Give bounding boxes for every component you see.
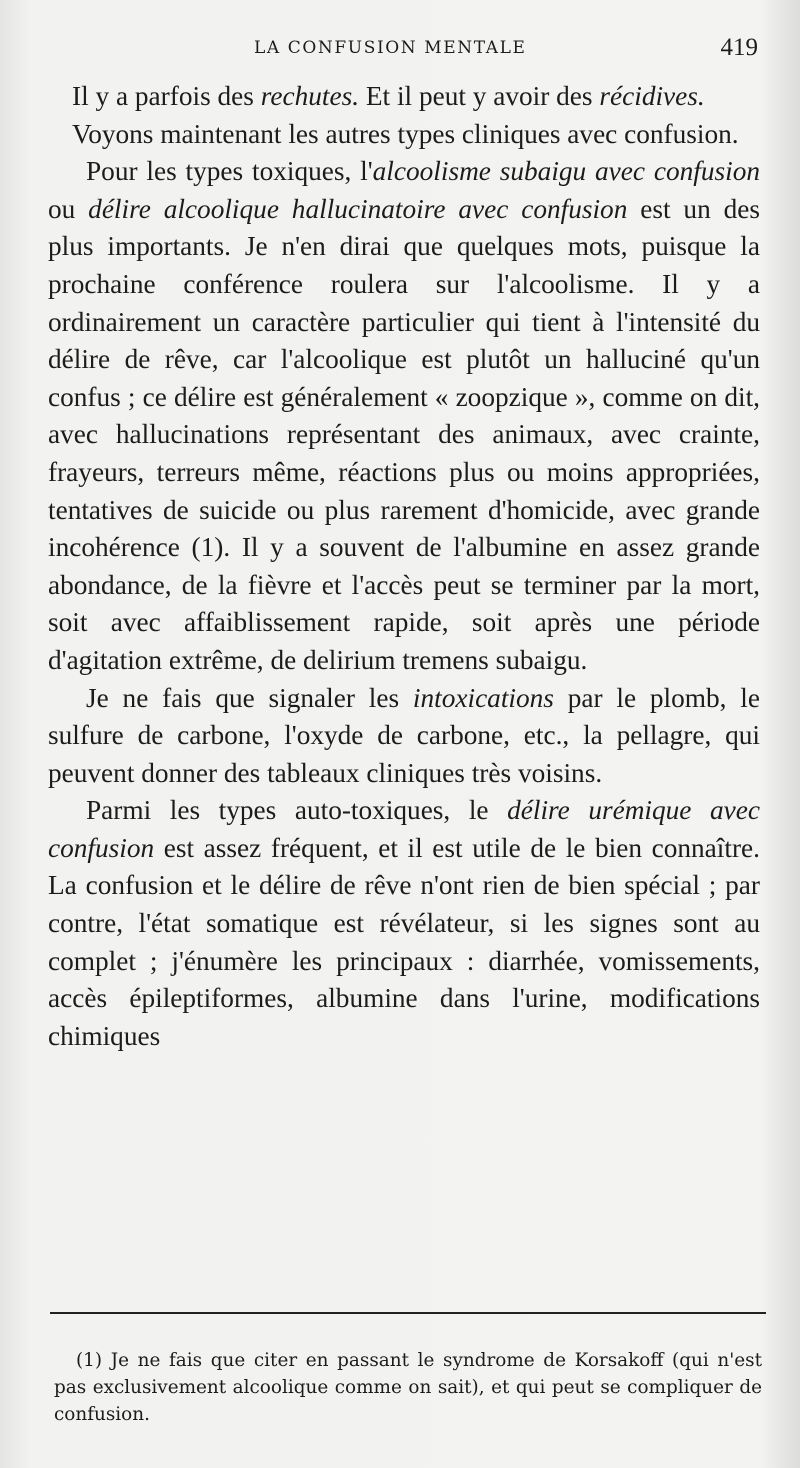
italic-term-alcoolisme: alcoolisme subaigu avec confusion bbox=[372, 156, 760, 187]
italic-term-delire-alcoolique: délire alcoolique hallucinatoire avec confusion bbox=[88, 193, 628, 224]
italic-term-intoxications: intoxications bbox=[412, 682, 554, 713]
paragraph-text: Je ne fais que signaler les bbox=[86, 682, 413, 713]
paragraph-text: Et il peut y avoir des bbox=[359, 81, 600, 111]
paragraph-autres-types bbox=[48, 116, 760, 154]
body-text bbox=[48, 78, 760, 1055]
page-number: 419 bbox=[720, 34, 758, 61]
paragraph-types-toxiques bbox=[48, 153, 760, 679]
paragraph-auto-toxiques bbox=[48, 792, 760, 1055]
paragraph-text: Il y a parfois des bbox=[72, 81, 261, 111]
italic-term-recidives: récidives. bbox=[599, 81, 705, 111]
paragraph-rechutes bbox=[48, 78, 760, 116]
paragraph-text: ou bbox=[48, 193, 89, 224]
paragraph-text: Pour les types toxiques, l' bbox=[86, 156, 373, 187]
italic-term-rechutes: rechutes. bbox=[260, 81, 360, 111]
footnote-text: (1) Je ne fais que citer en passant le syndrome de Korsakoff (qui n'est pas exclusivement alcoolique comme on sait), et qui peut se compliquer de confusion. bbox=[54, 1350, 762, 1425]
footnote-separator bbox=[50, 1312, 766, 1314]
page-header bbox=[48, 34, 758, 64]
footnote bbox=[54, 1347, 762, 1428]
paragraph-text: Voyons maintenant les autres types cliniques avec confusion. bbox=[72, 118, 739, 149]
italic-term-delire-uremique: délire urémique avec confusion bbox=[48, 795, 760, 863]
paragraph-text: est assez fréquent, et il est utile de le bien connaître. La confusion et le délire de rêve n'ont rien de bien spécial ; par contre, l'état somatique est révélateur, si les signes sont au complet ; j'énumère les principaux : diarrhée, vomissements, accès épileptiformes, albumine dans l'urine, modifications chimiques bbox=[48, 832, 760, 1051]
paragraph-text: est un des plus importants. Je n'en dirai que quelques mots, puisque la prochaine conférence roulera sur l'alcoolisme. Il y a ordinairement un caractère particulier qui tient à l'intensité du délire de rêve, car l'alcoolique est plutôt un halluciné qu'un confus ; ce délire est généralement « zoopzique », comme on dit, avec hallucinations représentant des animaux, avec crainte, frayeurs, terreurs même, réactions plus ou moins appropriées, tentatives de suicide ou plus rarement d'homicide, avec grande incohérence (1). Il y a souvent de l'albumine en assez grande abondance, de la fièvre et l'accès peut se terminer par la mort, soit avec affaiblissement rapide, soit après une période d'agitation extrême, de delirium tremens subaigu. bbox=[48, 193, 760, 675]
paragraph-intoxications bbox=[48, 680, 760, 793]
paragraph-text: Parmi les types auto-toxiques, le bbox=[86, 795, 508, 826]
paragraph-text: par le plomb, le sulfure de carbone, l'oxyde de carbone, etc., la pellagre, qui peuvent donner des tableaux cliniques très voisins. bbox=[48, 682, 760, 788]
running-title: LA CONFUSION MENTALE bbox=[254, 38, 527, 58]
